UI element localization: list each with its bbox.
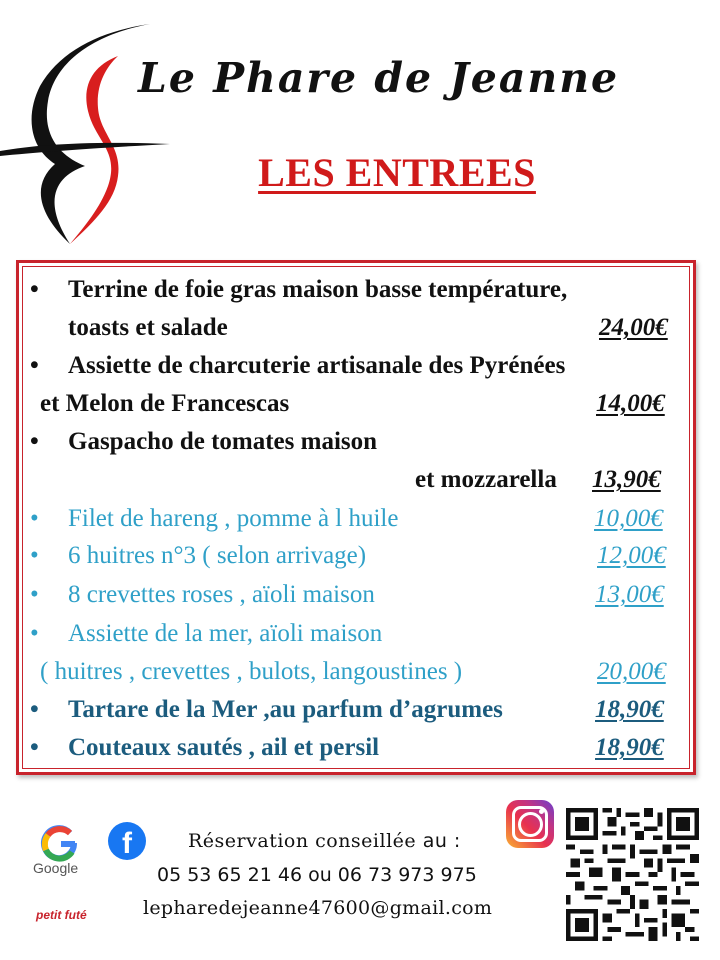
restaurant-name: Le Phare de Jeanne — [138, 54, 620, 102]
menu-item-name: Assiette de charcuterie artisanale des Pyrénées — [68, 352, 566, 379]
menu-item-price: 13,00€ — [595, 581, 664, 608]
menu-item-detail: toasts et salade — [68, 314, 228, 341]
google-label: Google — [33, 860, 79, 876]
reservation-line — [188, 830, 461, 852]
logo-icon — [0, 16, 170, 246]
menu-item-name: Tartare de la Mer ,au parfum d’agrumes — [68, 696, 503, 723]
menu-item-detail: et mozzarella — [415, 466, 557, 493]
menu-item-price: 10,00€ — [594, 505, 663, 532]
bullet: • — [30, 542, 39, 569]
email-address[interactable]: lepharedejeanne47600@gmail.com — [143, 897, 493, 919]
menu-item-price: 14,00€ — [596, 390, 665, 417]
menu-item-detail: ( huitres , crevettes , bulots, langoustines ) — [40, 658, 463, 685]
menu-item-price: 18,90€ — [595, 696, 664, 723]
bullet: • — [30, 581, 39, 608]
reservation-label: Réservation conseillée — [188, 830, 417, 852]
menu-item-name: 6 huitres n°3 ( selon arrivage) — [68, 542, 367, 569]
menu-item-name: 8 crevettes roses , aïoli maison — [68, 581, 375, 608]
menu-item-price: 13,90€ — [592, 466, 661, 493]
menu-item-name: Terrine de foie gras maison basse température, — [68, 276, 568, 303]
section-title: LES ENTREES — [258, 150, 536, 195]
menu-item-detail: et Melon de Francescas — [40, 390, 290, 417]
reservation-suffix: au : — [422, 830, 461, 852]
bullet: • — [30, 620, 39, 647]
facebook-icon[interactable]: f — [108, 822, 146, 860]
phone-numbers[interactable]: 05 53 65 21 46 ou 06 73 973 975 — [157, 864, 477, 886]
bullet: • — [30, 276, 39, 303]
menu-item-price: 18,90€ — [595, 734, 664, 761]
bullet: • — [30, 696, 39, 723]
bullet: • — [30, 734, 39, 761]
menu-item-price: 20,00€ — [597, 658, 666, 685]
menu-item-name: Gaspacho de tomates maison — [68, 428, 378, 455]
instagram-icon[interactable] — [506, 800, 554, 848]
menu-item-name: Filet de hareng , pomme à l huile — [68, 505, 399, 532]
menu-item-name: Couteaux sautés , ail et persil — [68, 734, 380, 761]
menu-item-name: Assiette de la mer, aïoli maison — [68, 620, 383, 647]
menu-item-price: 24,00€ — [599, 314, 668, 341]
menu-item-price: 12,00€ — [597, 542, 666, 569]
qr-code[interactable] — [566, 808, 699, 941]
bullet: • — [30, 352, 39, 379]
petit-fute-logo[interactable]: petit futé — [36, 908, 87, 922]
bullet: • — [30, 428, 39, 455]
bullet: • — [30, 505, 39, 532]
